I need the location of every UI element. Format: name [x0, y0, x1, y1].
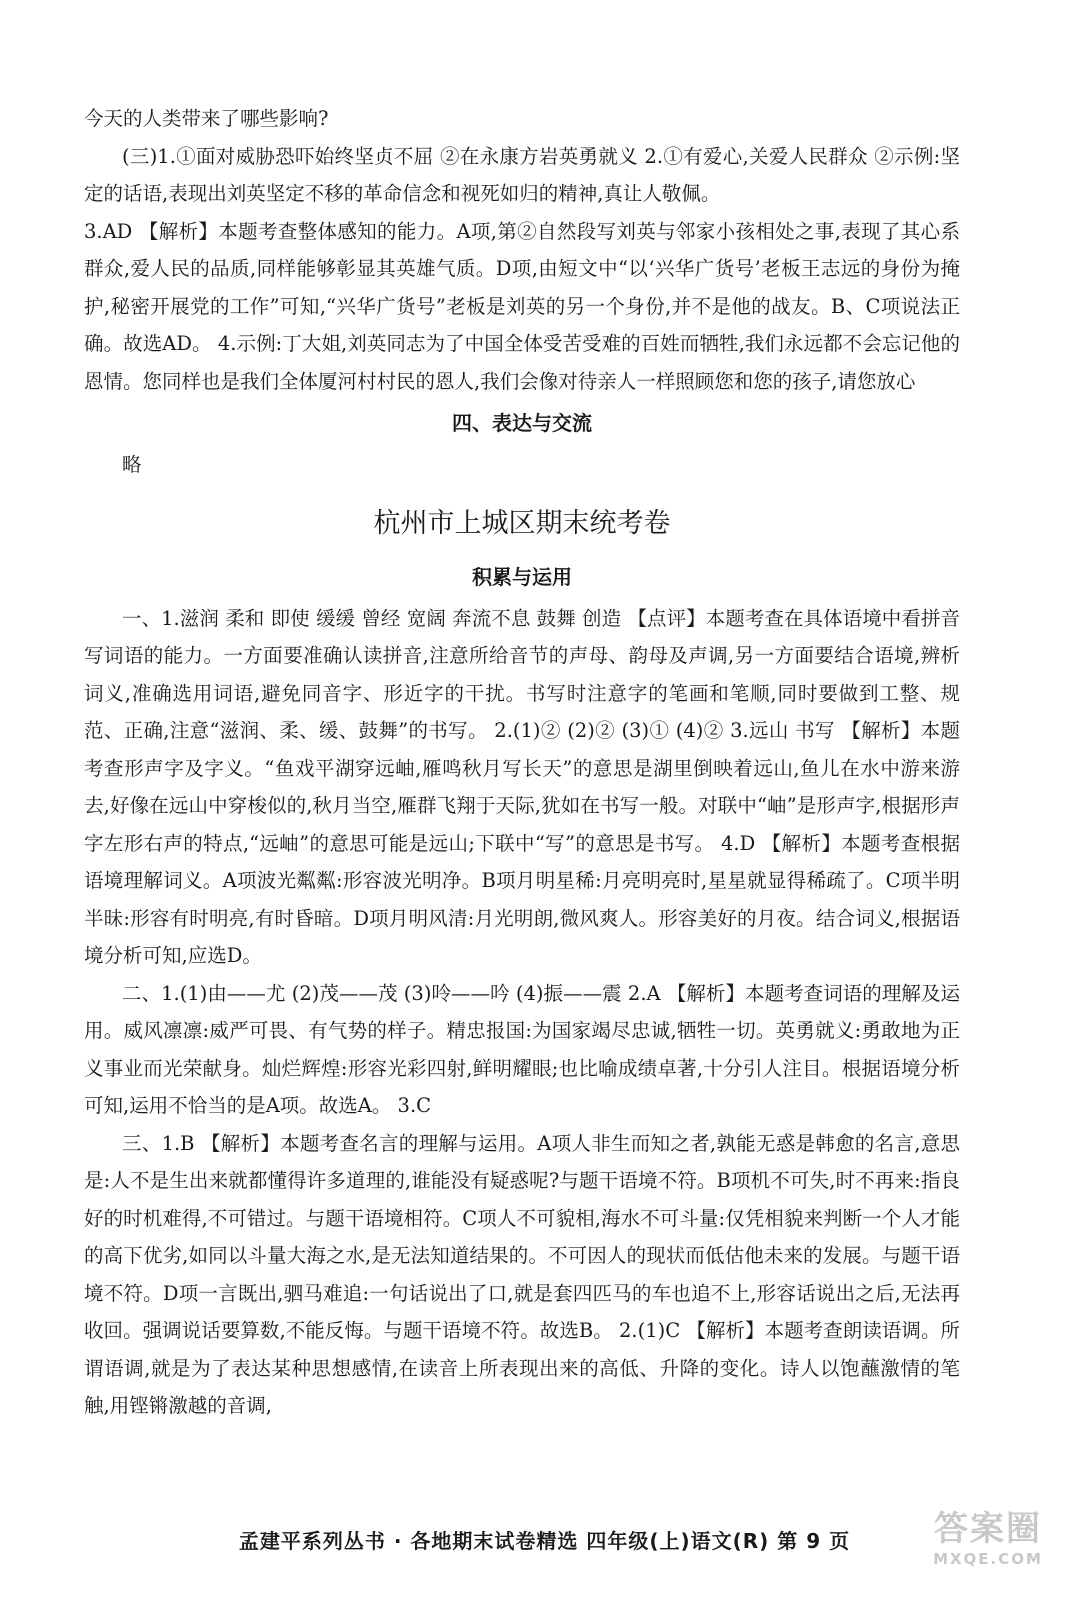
paragraph-continuation: 今天的人类带来了哪些影响?	[84, 107, 329, 130]
answer-omitted: 略	[122, 453, 142, 476]
section-heading-accumulation: 积累与运用	[472, 564, 572, 589]
watermark-logo-text: 答案圈	[934, 1509, 1042, 1549]
watermark-url: MXQE.COM	[933, 1550, 1043, 1568]
section-heading-expression: 四、表达与交流	[452, 411, 592, 435]
exam-title: 杭州市上城区期末统考卷	[373, 507, 671, 539]
watermark-logo	[913, 1508, 1063, 1578]
answer-3-4: 3.AD 【解析】本题考查整体感知的能力。A项,第②自然段写刘英与邻家小孩相处之事,表现了其心系群众,爱人民的品质,同样能够彰显其英雄气质。D项,由短文中“以‘兴华广货号’老板王志远的身份为掩护,秘密开展党的工作”可知,“兴华广货号”老板是刘英的另一个身份,并不是他的战友。B、C项说法正确。故选AD。 4.示例:丁大姐,刘英同志为了中国全体受苦受难的百姓而牺牲,我们永远都不会忘记他的恩情。您同样也是我们全体厦河村村民的恩人,我们会像对待亲人一样照顾您和您的孩子,请您放心	[84, 219, 960, 393]
page-footer: 孟建平系列丛书 · 各地期末试卷精选 四年级(上)语文(R) 第 9 页	[238, 1529, 851, 1553]
answer-part-2: 二、1.(1)由——尤 (2)茂——茂 (3)呤——吟 (4)振——震 2.A 【解析】本题考查词语的理解及运用。威风凛凛:威严可畏、有气势的样子。精忠报国:为国家竭尽忠诚,牺牲一切。英勇就义:勇敢地为正义事业而光荣献身。灿烂辉煌:形容光彩四射,鲜明耀眼;也比喻成绩卓著,十分引人注目。根据语境分析可知,运用不恰当的是A项。故选A。 3.C	[84, 981, 960, 1117]
page-body	[84, 100, 960, 1425]
answer-part-3: 三、1.B 【解析】本题考查名言的理解与运用。A项人非生而知之者,孰能无惑是韩愈的名言,意思是:人不是生出来就都懂得许多道理的,谁能没有疑惑呢?与题干语境不符。B项机不可失,时不再来:指良好的时机难得,不可错过。与题干语境相符。C项人不可貌相,海水不可斗量:仅凭相貌来判断一个人才能的高下优劣,如同以斗量大海之水,是无法知道结果的。不可因人的现状而低估他未来的发展。与题干语境不符。D项一言既出,驷马难追:一句话说出了口,就是套四匹马的车也追不上,形容话说出之后,无法再收回。强调说话要算数,不能反悔。与题干语境不符。故选B。 2.(1)C 【解析】本题考查朗读语调。所谓语调,就是为了表达某种思想感情,在读音上所表现出来的高低、升降的变化。诗人以饱蘸激情的笔触,用铿锵激越的音调,	[84, 1131, 960, 1417]
answer-part-1: 一、1.滋润 柔和 即使 缓缓 曾经 宽阔 奔流不息 鼓舞 创造 【点评】本题考查在具体语境中看拼音写词语的能力。一方面要准确认读拼音,注意所给音节的声母、韵母及声调,另一方面要结合语境,辨析词义,准确选用词语,避免同音字、形近字的干扰。书写时注意字的笔画和笔顺,同时要做到工整、规范、正确,注意“滋润、柔、缓、鼓舞”的书写。 2.(1)② (2)② (3)① (4)② 3.远山 书写 【解析】本题考查形声字及字义。“鱼戏平湖穿远岫,雁鸣秋月写长天”的意思是湖里倒映着远山,鱼儿在水中游来游去,好像在远山中穿梭似的,秋月当空,雁群飞翔于天际,犹如在书写一般。对联中“岫”是形声字,根据形声字左形右声的特点,“远岫”的意思可能是远山;下联中“写”的意思是书写。 4.D 【解析】本题考查根据语境理解词义。A项波光粼粼:形容波光明净。B项月明星稀:月亮明亮时,星星就显得稀疏了。C项半明半昧:形容有时明亮,有时昏暗。D项月明风清:月光明朗,微风爽人。形容美好的月夜。结合词义,根据语境分析可知,应选D。	[84, 606, 960, 967]
answer-section-3: (三)1.①面对威胁恐吓始终坚贞不屈 ②在永康方岩英勇就义 2.①有爱心,关爱人民群众 ②示例:坚定的话语,表现出刘英坚定不移的革命信念和视死如归的精神,真让人敬佩。	[84, 144, 960, 205]
